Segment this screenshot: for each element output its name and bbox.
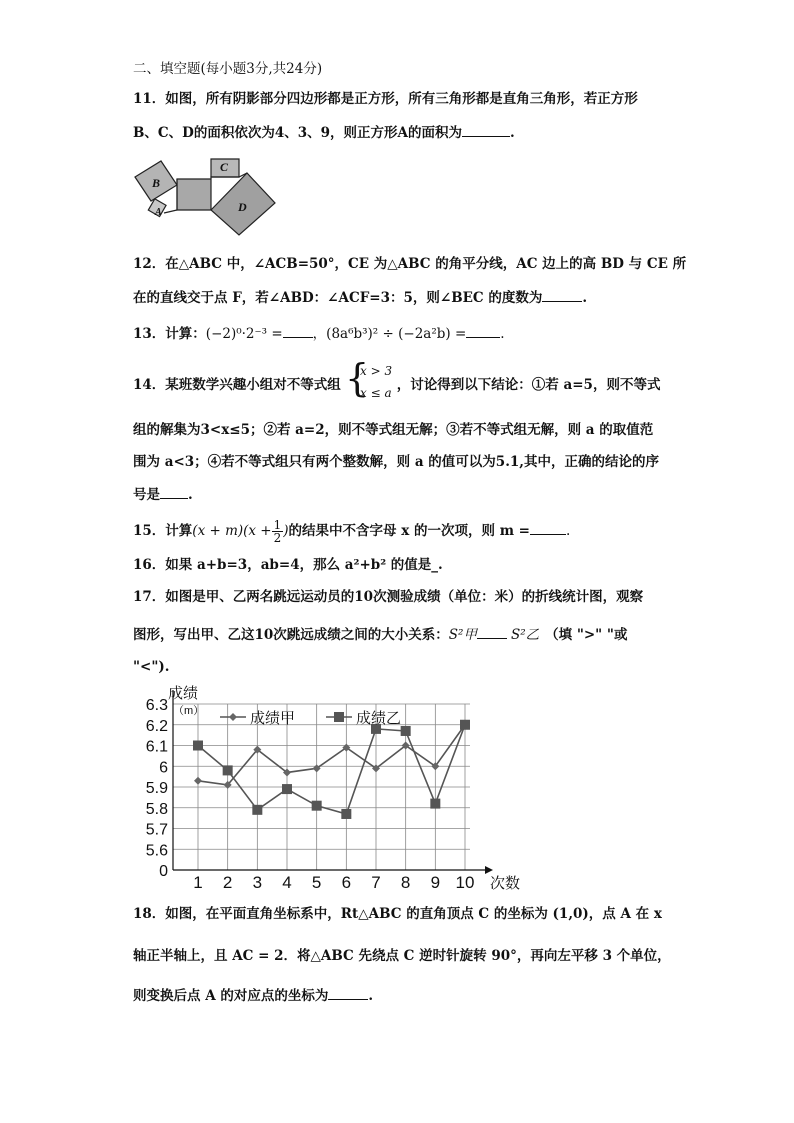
legend-label: 成绩乙 <box>356 710 402 727</box>
ineq-2: x ≤ a <box>360 386 392 400</box>
series2-point <box>341 809 351 819</box>
q15-answer-blank[interactable] <box>530 520 566 535</box>
y-tick-label: 5.9 <box>145 780 168 797</box>
ineq-1: x > 3 <box>360 364 393 378</box>
x-tick-label: 9 <box>430 873 441 892</box>
series2-point <box>401 726 411 736</box>
q16-line: 16．如果 a+b=3，ab=4，那么 a²+b² 的值是_. <box>133 557 443 573</box>
series2-point <box>252 805 262 815</box>
label-D: D <box>238 200 247 214</box>
fraction-half: $\frac{1}{2}$ <box>273 518 282 545</box>
q13-expr1: (−2)⁰·2⁻³ = <box>205 326 283 342</box>
squares-figure <box>135 153 275 233</box>
series2-point <box>193 741 203 751</box>
label-C: C <box>220 160 229 174</box>
series1-point <box>194 777 202 785</box>
y-tick-label: 5.7 <box>145 821 168 839</box>
system-brace: { <box>345 356 370 400</box>
legend-marker <box>229 713 237 721</box>
x-tick-label: 2 <box>222 873 233 892</box>
q13-expr2: (8a⁶b³)² ÷ (−2a²b) = <box>326 326 467 342</box>
s-jia: S²甲 <box>448 627 477 643</box>
q11-line1: 11．如图，所有阴影部分四边形都是正方形，所有三角形都是直角三角形，若正方形 <box>133 91 638 107</box>
q11-answer-blank[interactable] <box>462 122 510 137</box>
series2-point <box>282 784 292 794</box>
label-A: A <box>155 207 162 218</box>
q11-line2: B、C、D的面积依次为4、3、9，则正方形A的面积为 . <box>133 122 515 142</box>
q14-line3: 围为 a<3；④若不等式组只有两个整数解，则 a 的值可以为5.1,其中，正确的结论的序 <box>133 454 659 470</box>
x-tick-label: 3 <box>252 873 263 892</box>
q15-line: 15．计算(x + m)(x + $\frac{1}{2}$ )的结果中不含字母 x 的一次项，则 m = . <box>133 518 571 545</box>
y-tick-label: 6 <box>159 759 168 777</box>
y-tick-label: 6.2 <box>145 717 168 735</box>
q18-answer-blank[interactable] <box>328 985 368 1000</box>
x-axis-arrow <box>485 866 493 874</box>
square-center <box>177 179 211 210</box>
x-axis-label: 次数 <box>490 875 521 892</box>
label-B: B <box>152 176 161 190</box>
q18-line2: 轴正半轴上，且 AC = 2．将△ABC 先绕点 C 逆时针旋转 90°，再向左平移 3 个单位， <box>133 948 671 964</box>
y-tick-label: 6.1 <box>145 738 168 756</box>
q14-line2: 组的解集为3<x≤5；②若 a=2，则不等式组无解；③若不等式组无解，则 a 的取值范 <box>133 422 654 438</box>
q14-answer-blank[interactable] <box>160 484 188 499</box>
series-line-2 <box>198 725 465 814</box>
q17-line3: "<"). <box>133 659 170 675</box>
x-tick-label: 10 <box>455 873 475 892</box>
q13-blank2[interactable] <box>466 323 500 338</box>
q11-text: B、C、D的面积依次为4、3、9，则正方形A的面积为 <box>133 125 463 141</box>
q12-answer-blank[interactable] <box>542 287 582 302</box>
x-tick-label: 1 <box>193 873 203 892</box>
series2-point <box>460 720 470 730</box>
x-tick-label: 8 <box>400 873 411 892</box>
q17-line2: 图形，写出甲、乙这10次跳远成绩之间的大小关系：S²甲 S²乙 （填 ">" "或 <box>133 624 627 644</box>
q18-line3: 则变换后点 A 的对应点的坐标为 . <box>133 985 373 1005</box>
q13-line: 13．计算：(−2)⁰·2⁻³ = ，(8a⁶b³)² ÷ (−2a²b) = . <box>133 323 505 343</box>
q18-line1: 18．如图，在平面直角坐标系中，Rt△ABC 的直角顶点 C 的坐标为 (1,0)，点 A 在 x <box>133 906 662 922</box>
series2-point <box>430 799 440 809</box>
q17-answer-blank[interactable] <box>477 624 507 639</box>
y-axis-unit: （m） <box>173 705 205 717</box>
s-yi: S²乙 <box>510 627 540 643</box>
q12-line2: 在的直线交于点 F，若∠ABD：∠ACF=3：5，则∠BEC 的度数为 . <box>133 287 587 307</box>
x-tick-label: 7 <box>371 873 381 892</box>
q17-line1: 17．如图是甲、乙两名跳远运动员的10次测验成绩（单位：米）的折线统计图，观察 <box>133 589 644 605</box>
y-tick-label: 6.3 <box>145 697 168 714</box>
legend-marker <box>334 712 344 722</box>
y-tick-label: 5.8 <box>145 800 168 818</box>
series-line-1 <box>198 725 465 785</box>
series2-point <box>312 801 322 811</box>
q14-line1: 14．某班数学兴趣小组对不等式组 ，讨论得到以下结论：①若 a=5，则不等式 <box>133 377 661 393</box>
q14-line4: 号是 . <box>133 484 193 504</box>
y-tick-label: 0 <box>159 863 168 880</box>
x-tick-label: 5 <box>311 873 322 892</box>
series2-point <box>223 765 233 775</box>
y-tick-label: 5.6 <box>145 842 168 860</box>
x-tick-label: 4 <box>282 873 292 892</box>
x-tick-label: 6 <box>341 873 352 892</box>
q13-blank1[interactable] <box>283 323 313 338</box>
line-chart <box>140 685 521 892</box>
q12-line1: 12．在△ABC 中，∠ACB=50°，CE 为△ABC 的角平分线，AC 边上的高 BD 与 CE 所 <box>133 256 687 272</box>
y-axis-label: 成绩 <box>168 685 199 702</box>
section-title: 二、填空题(每小题3分,共24分) <box>133 61 323 77</box>
legend-label: 成绩甲 <box>250 710 296 727</box>
